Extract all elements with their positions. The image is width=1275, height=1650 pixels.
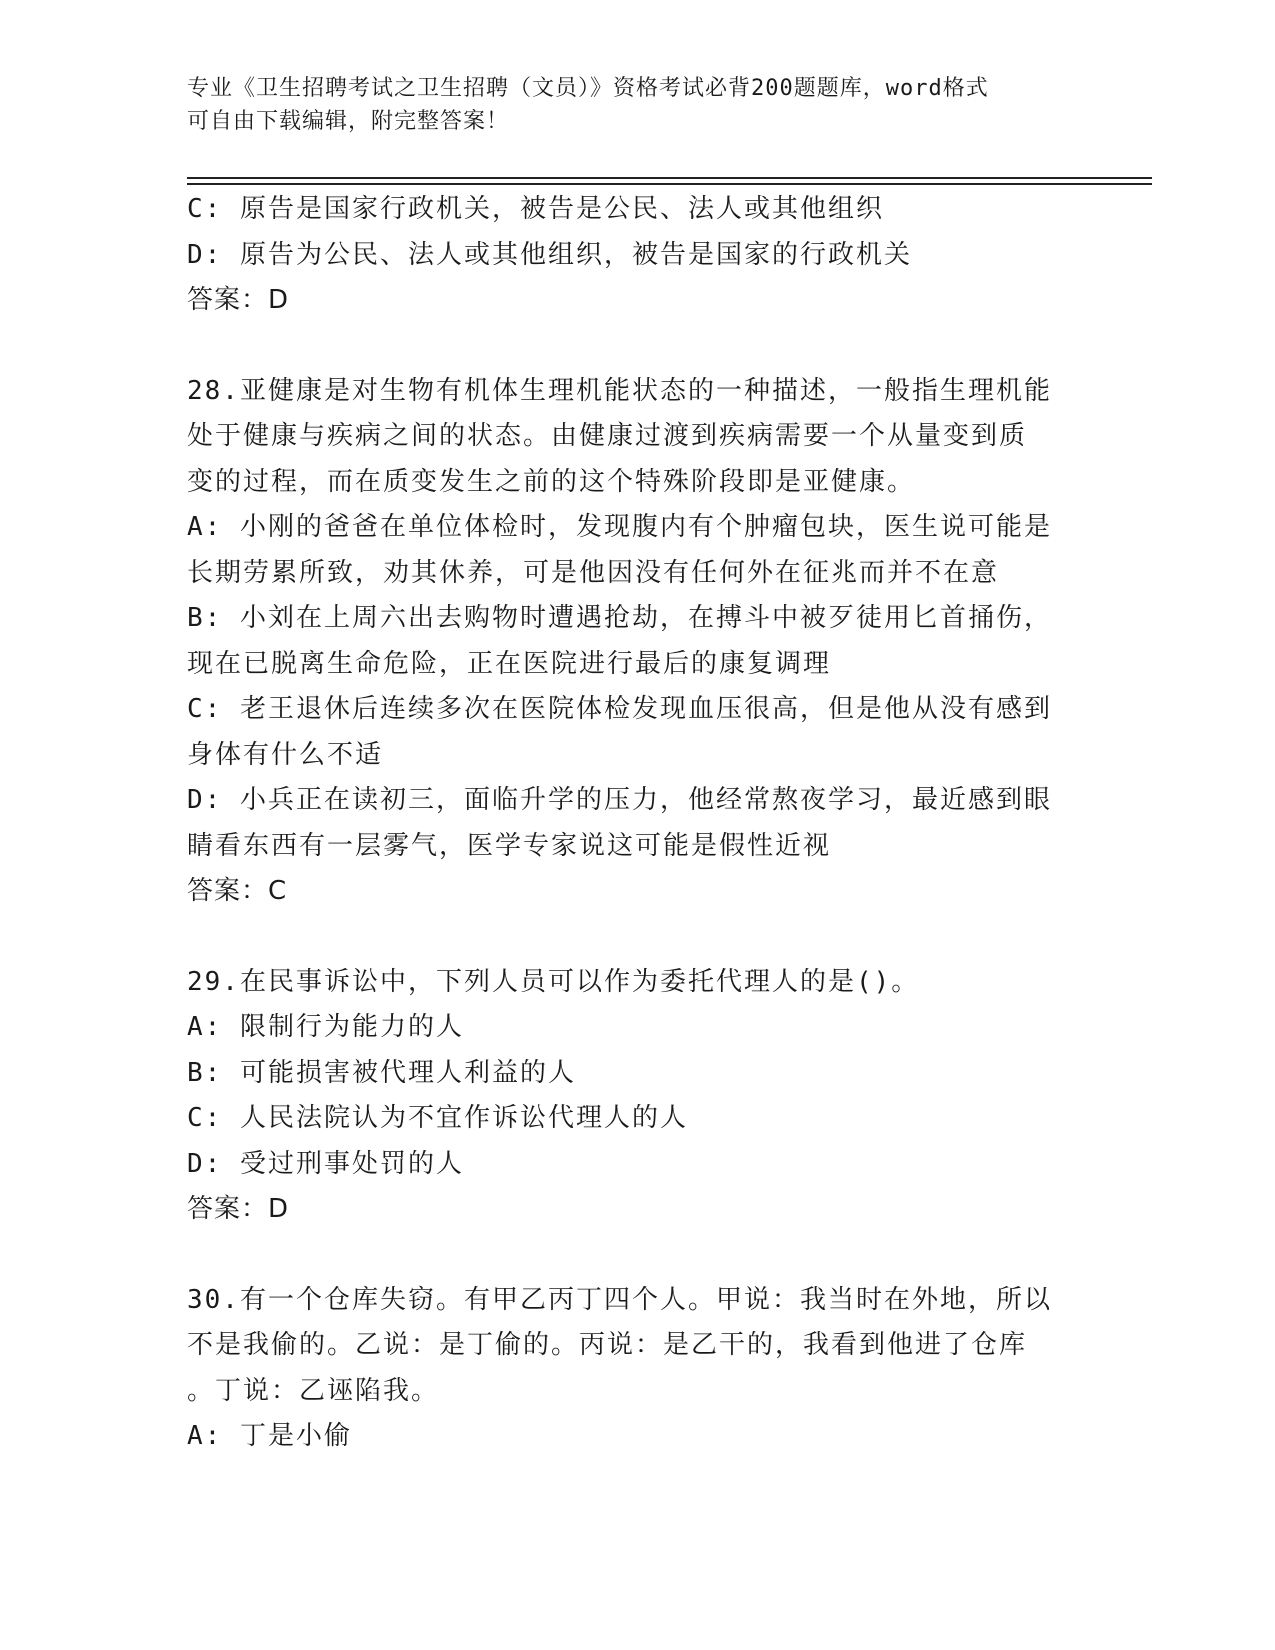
question-29 — [187, 960, 1087, 1233]
option-d: D: 原告为公民、法人或其他组织，被告是国家的行政机关 — [187, 239, 912, 270]
option-a: A: 丁是小偷 — [187, 1421, 352, 1451]
header-title-line-2: 可自由下载编辑，附完整答案！ — [187, 109, 510, 134]
option-c: C: 老王退休后连续多次在医院体检发现血压很高，但是他从没有感到 — [187, 694, 1052, 724]
option-d: 睛看东西有一层雾气，医学专家说这可能是假性近视 — [187, 830, 832, 861]
question-30 — [187, 1278, 1087, 1460]
question-stem: 。丁说：乙诬陷我。 — [187, 1375, 440, 1406]
option-b: B: 小刘在上周六出去购物时遭遇抢劫，在搏斗中被歹徒用匕首捅伤， — [187, 603, 1052, 633]
question-stem: 30.有一个仓库失窃。有甲乙丙丁四个人。甲说：我当时在外地，所以 — [187, 1284, 1052, 1315]
question-gap — [187, 324, 1087, 369]
question-gap — [187, 1233, 1087, 1278]
option-a: A: 小刚的爸爸在单位体检时，发现腹内有个肿瘤包块，医生说可能是 — [187, 512, 1052, 542]
question-stem: 29.在民事诉讼中，下列人员可以作为委托代理人的是()。 — [187, 966, 920, 997]
question-stem: 变的过程，而在质变发生之前的这个特殊阶段即是亚健康。 — [187, 466, 916, 497]
option-d: D: 小兵正在读初三，面临升学的压力，他经常熬夜学习，最近感到眼 — [187, 785, 1052, 815]
answer: 答案：D — [187, 285, 290, 315]
document-header — [187, 72, 1087, 138]
option-b: B: 可能损害被代理人利益的人 — [187, 1057, 576, 1088]
question-28 — [187, 369, 1087, 915]
option-a: A: 限制行为能力的人 — [187, 1012, 464, 1042]
answer: 答案：C — [187, 876, 288, 906]
option-b: 现在已脱离生命危险，正在医院进行最后的康复调理 — [187, 648, 832, 679]
option-a: 长期劳累所致，劝其休养，可是他因没有任何外在征兆而并不在意 — [187, 557, 1000, 588]
answer: 答案：D — [187, 1194, 290, 1224]
header-title-line-1: 专业《卫生招聘考试之卫生招聘（文员）》资格考试必背200题题库，word格式 — [187, 76, 989, 101]
header-divider-top — [187, 177, 1152, 179]
question-27 — [187, 187, 1087, 324]
option-c: 身体有什么不适 — [187, 739, 384, 770]
question-stem: 处于健康与疾病之间的状态。由健康过渡到疾病需要一个从量变到质 — [187, 421, 1028, 451]
option-c: C: 人民法院认为不宜作诉讼代理人的人 — [187, 1103, 688, 1133]
question-gap — [187, 915, 1087, 960]
question-content — [187, 187, 1087, 1460]
question-stem: 28.亚健康是对生物有机体生理机能状态的一种描述，一般指生理机能 — [187, 375, 1052, 406]
option-d: D: 受过刑事处罚的人 — [187, 1148, 464, 1179]
question-stem: 不是我偷的。乙说：是丁偷的。丙说：是乙干的，我看到他进了仓库 — [187, 1330, 1028, 1360]
header-divider-bottom — [187, 183, 1152, 185]
option-c: C: 原告是国家行政机关，被告是公民、法人或其他组织 — [187, 194, 884, 224]
